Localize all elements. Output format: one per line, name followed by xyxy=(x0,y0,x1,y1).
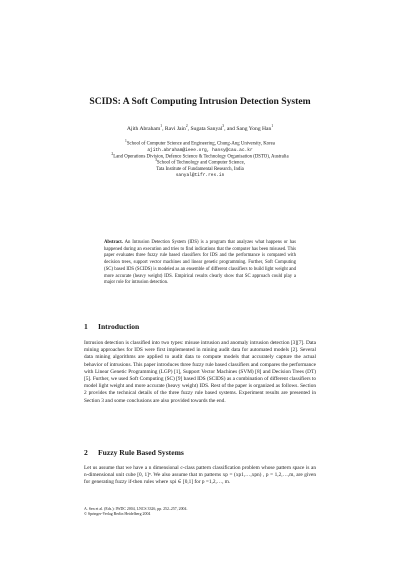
affiliation-list xyxy=(60,141,340,179)
abstract-label: Abstract. xyxy=(104,240,123,245)
author-affil-mark: 2 xyxy=(185,124,188,129)
author-name: Ajith Abraham xyxy=(126,126,161,132)
section-heading xyxy=(84,448,184,457)
author-list: Ajith Abraham$^1$, Ravi Jain$^2$, Sugata Sanyal$^3$, and Sang Yong Han$^1$ xyxy=(126,124,274,132)
section-number: 2 xyxy=(84,448,88,457)
affiliation: $^1$School of Computer Science and Engineering, Chung-Ang University, Korea xyxy=(125,139,275,147)
page-footer xyxy=(84,507,187,517)
section-body xyxy=(84,465,316,487)
author-name: Ravi Jain xyxy=(164,126,186,132)
paragraph: Let us assume that we have a n dimensional c-class pattern classification problem whose pattern space is an n-dimensional unit cube [0, 1]ⁿ. We also assume that m patterns xp = (xp1,…,xpn) , p = 1,2,…,m, are given for generating fuzzy if-then rules where xpi ∈ [0,1] for p =1,2,…, m. xyxy=(84,465,316,486)
affiliation: $^2$Land Operations Division, Defence Science & Technology Organisation (DSTO), Australia xyxy=(111,151,289,160)
section-body xyxy=(84,340,316,405)
paragraph: Intrusion detection is classified into two types: misuse intrusion and anomaly intrusion detection [3][7]. Data mining approaches for IDS were first implemented in mining audit data for automated models [2]. Several data mining algorithms are applied to audit data to compute models that accurately capture the actual behavior of intrusions. This paper introduces three fuzzy rule based classifiers and compares the performance with Linear Genetic Programming (LGP) [1], Support Vector Machines (SVM) [8] and Decision Trees (DT) [5]. Further, we used Soft Computing (SC) [9] based IDS (SCIDS) as a combination of different classifiers to model light weight and more accurate (heavy weight) IDS. Rest of the paper is organized as follows. Section 2 provides the technical details of the three fuzzy rule based systems. Experiment results are presented in Section 3 and some conclusions are also provided towards the end. xyxy=(84,340,316,404)
affiliation-line: Tata Institute of Fundamental Research, India xyxy=(156,167,244,173)
affiliation-email: ajith.abraham@ieee.org, hansy@cau.ac.kr xyxy=(147,147,253,153)
abstract-text: An Intrusion Detection System (IDS) is a program that analyzes what happens or has happened during an execution and tries to find indications that the computer has been misused. This paper evaluates three fuzzy rule based classifiers for IDS and the performance is compared with decision trees, support vector machines and linear genetic programming. Further, Soft Computing (SC) based IDS (SCIDS) is modeled as an ensemble of different classifiers to build light weight and more accurate (heavy weight) IDS. Empirical results clearly show that SC approach could play a major role for intrusion detection. xyxy=(104,240,296,286)
abstract xyxy=(104,240,296,287)
author-affil-mark: 1 xyxy=(160,124,163,129)
section-heading xyxy=(84,322,139,331)
section-title: Fuzzy Rule Based Systems xyxy=(98,448,184,457)
paper-title: SCIDS: A Soft Computing Intrusion Detection System xyxy=(89,96,311,107)
author-affil-mark: 3 xyxy=(222,124,225,129)
section-title: Introduction xyxy=(98,322,140,331)
citation-line: A. Sen et al. (Eds.): IWDC 2004, LNCS 3326, pp. 252–257, 2004. xyxy=(84,507,188,511)
author-name: Sugata Sanyal xyxy=(190,126,223,132)
section-number: 1 xyxy=(84,322,88,331)
copyright-line: © Springer-Verlag Berlin Heidelberg 2004 xyxy=(84,512,151,516)
affiliation: $^3$School of Technology and Computer Science, xyxy=(155,158,245,167)
author-name: Sang Yong Han xyxy=(236,126,272,132)
affiliation-email: sanyal@tifr.res.in xyxy=(175,173,225,179)
author-affil-mark: 1 xyxy=(271,124,274,129)
